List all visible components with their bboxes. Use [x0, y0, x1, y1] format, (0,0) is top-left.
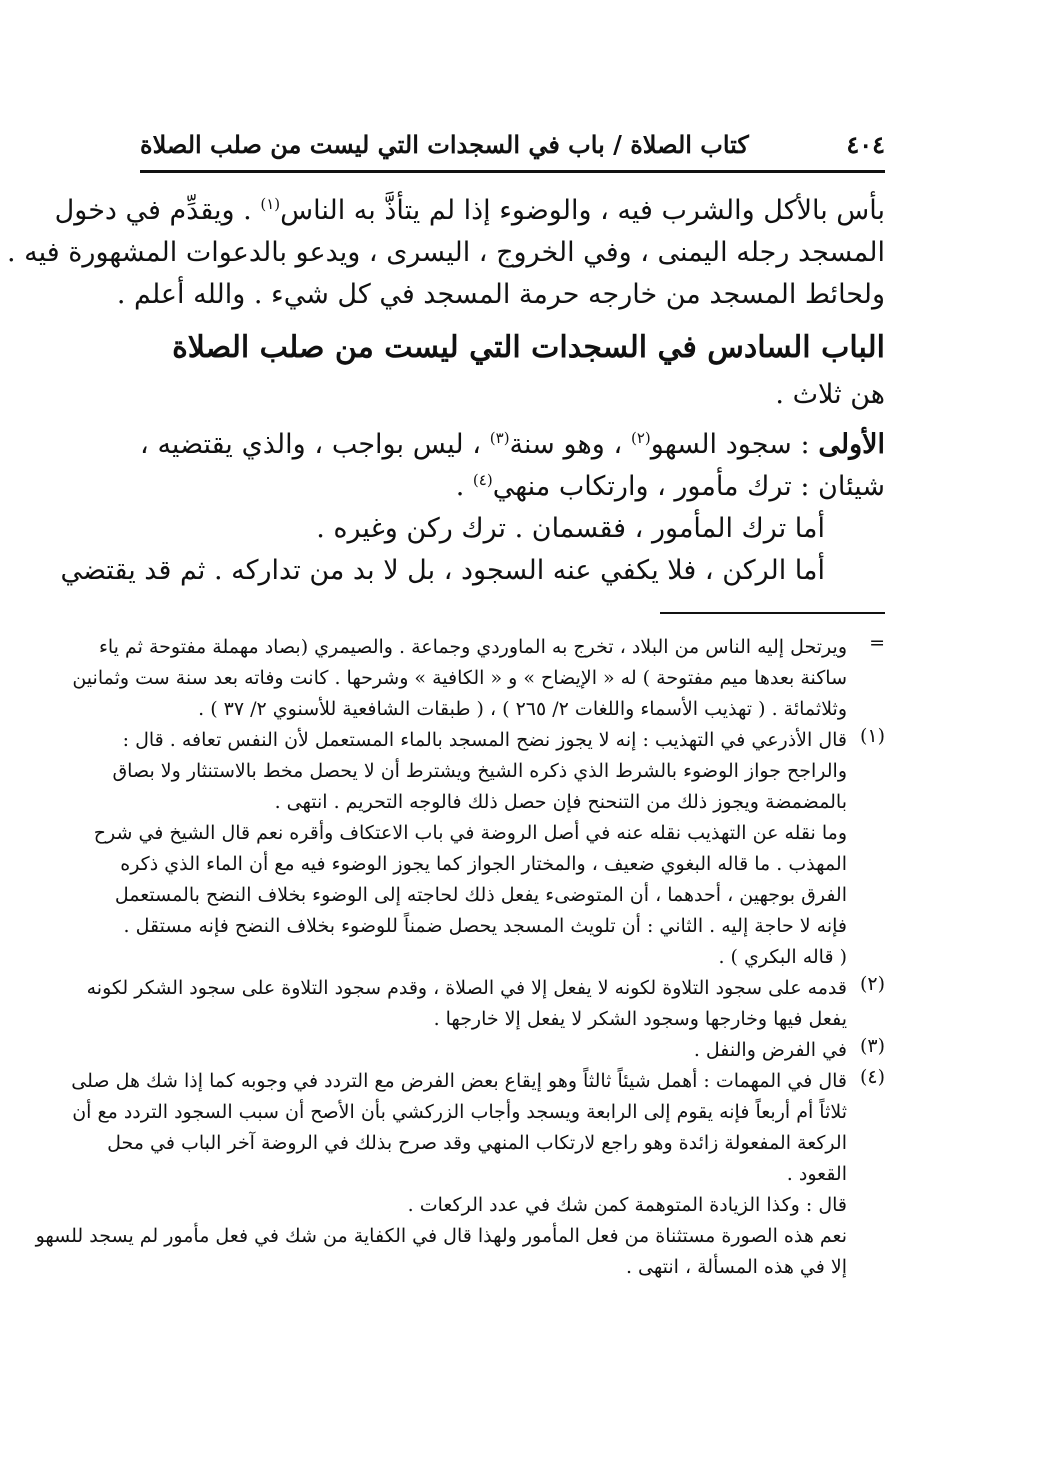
footnote-line: قال : وكذا الزيادة المتوهمة كمن شك في عدد الركعات .: [407, 1194, 847, 1216]
footnote-line: بالمضمضة ويجوز ذلك من التنحنح فإن حصل ذلك فالوجه التحريم . انتهى .: [274, 791, 847, 813]
footnote-2: [86, 973, 885, 1035]
footnote-number: (٣): [859, 1035, 885, 1057]
page-header: [140, 130, 885, 164]
footnote-line: الركعة المفعولة زائدة وهو راجع لارتكاب المنهي وقد صرح بذلك في الروضة آخر الباب في محل: [107, 1132, 847, 1154]
body-line: ولحائط المسجد من خارجه حرمة المسجد في كل شيء . والله أعلم .: [116, 279, 885, 310]
footnote-line: القعود .: [786, 1163, 847, 1185]
body-line: أما ترك المأمور ، فقسمان . ترك ركن وغيره .: [316, 513, 825, 544]
section-label: الأولى: [818, 429, 886, 460]
footnote-line: وثلاثمائة . ( تهذيب الأسماء واللغات ٢/ ٢٦٥ ) ، ( طبقات الشافعية للأسنوي ٢/ ٣٧ ) .: [198, 698, 847, 720]
footnote-line: ساكنة بعدها ميم مفتوحة ) له « الإيضاح » و « الكافية » وشرحها . كانت وفاته بعد سنة ست وثمانين: [72, 667, 847, 689]
footnote-line: في الفرض والنفل .: [693, 1039, 847, 1061]
footnote-line: ثلاثاً أم أربعاً فإنه يقوم إلى الرابعة ويسجد وأجاب الزركشي بأن الأصح أن سبب السجود التردد مع أن: [72, 1101, 847, 1123]
body-line: بأس بالأكل والشرب فيه ، والوضوء إذا لم يتأذَّ به الناس$^{(١)}$ . ويقدِّم في دخول: [54, 195, 885, 226]
body-line: الأولى : سجود السهو$^{(٢)}$ ، وهو سنة$^{(٣)}$ ، ليس بواجب ، والذي يقتضيه ،: [140, 429, 886, 460]
footnote-line: نعم هذه الصورة مستثناة من فعل المأمور ولهذا قال في الكفاية من شك في فعل مأمور لم يسجد للسهو: [35, 1225, 847, 1247]
footnotes: [35, 632, 885, 1283]
footnote-line: والراجح جواز الوضوء بالشرط الذي ذكره الشيخ ويشترط أن لا يحصل مخط بالاستنثار ولا بصاق: [112, 760, 847, 782]
footnote-line: فإنه لا حاجة إليه . الثاني : أن تلويث المسجد يحصل ضمناً للوضوء بخلاف النضح فإنه مستقل .: [123, 915, 847, 937]
footnote-4: [35, 1066, 885, 1283]
footnote-separator: [660, 612, 885, 614]
footnote-number: (١): [859, 725, 885, 747]
footnote-ref: (٢): [630, 429, 651, 447]
footnote-line: إلا في هذه المسألة ، انتهى .: [625, 1256, 847, 1278]
footnote-line: يفعل فيها وخارجها وسجود الشكر لا يفعل إلا خارجها .: [433, 1008, 847, 1030]
footnote-ref: (٣): [489, 429, 510, 447]
page-number: ٤٠٤: [846, 130, 885, 159]
footnote-line: وما نقله عن التهذيب نقله عنه في أصل الروضة في باب الاعتكاف وأقره نعم قال الشيخ في شرح: [93, 822, 847, 844]
footnote-line: ( قاله البكري ) .: [718, 946, 847, 968]
footnote-line: قال الأذرعي في التهذيب : إنه لا يجوز نضح المسجد بالماء المستعمل لأن النفس تعافه . قال :: [122, 729, 847, 751]
main-text: [6, 190, 886, 592]
footnote-continued: [72, 632, 885, 725]
footnote-3: [140, 1035, 885, 1066]
body-line: هن ثلاث .: [775, 379, 885, 410]
footnote-1: [93, 725, 885, 973]
header-rule: [140, 170, 885, 173]
footnote-line: قال في المهمات : أهمل شيئاً ثالثاً وهو إيقاع بعض الفرض مع التردد في وجوبه كما إذا شك هل صلى: [71, 1070, 847, 1092]
footnote-line: الفرق بوجهين ، أحدهما ، أن المتوضىء يفعل ذلك لحاجته إلى الوضوء بخلاف النضح بالمستعمل: [114, 884, 847, 906]
body-line: المسجد رجله اليمنى ، وفي الخروج ، اليسرى ، ويدعو بالدعوات المشهورة فيه .: [6, 237, 885, 268]
footnote-line: قدمه على سجود التلاوة لكونه لا يفعل إلا في الصلاة ، وقدم سجود التلاوة على سجود الشكر لكونه: [86, 977, 847, 999]
footnote-line: ويرتحل إليه الناس من البلاد ، تخرج به الماوردي وجماعة . والصيمري (بصاد مهملة مفتوحة ثم ياء: [98, 636, 847, 658]
body-line: أما الركن ، فلا يكفي عنه السجود ، بل لا بد من تداركه . ثم قد يقتضي: [60, 555, 825, 586]
footnote-line: المهذب . ما قاله البغوي ضعيف ، والمختار الجواز كما يجوز الوضوء فيه مع أن الماء الذي ذكره: [120, 853, 847, 875]
footnote-ref: (١): [260, 195, 281, 213]
footnote-ref: (٤): [472, 471, 493, 489]
body-line: شيئان : ترك مأمور ، وارتكاب منهي$^{(٤)}$ .: [455, 471, 885, 502]
running-title: كتاب الصلاة / باب في السجدات التي ليست من صلب الصلاة: [140, 130, 749, 159]
footnote-number: (٤): [859, 1066, 885, 1088]
continuation-marker: =: [869, 632, 885, 654]
footnote-number: (٢): [859, 973, 885, 995]
chapter-heading: الباب السادس في السجدات التي ليست من صلب الصلاة: [172, 330, 885, 365]
